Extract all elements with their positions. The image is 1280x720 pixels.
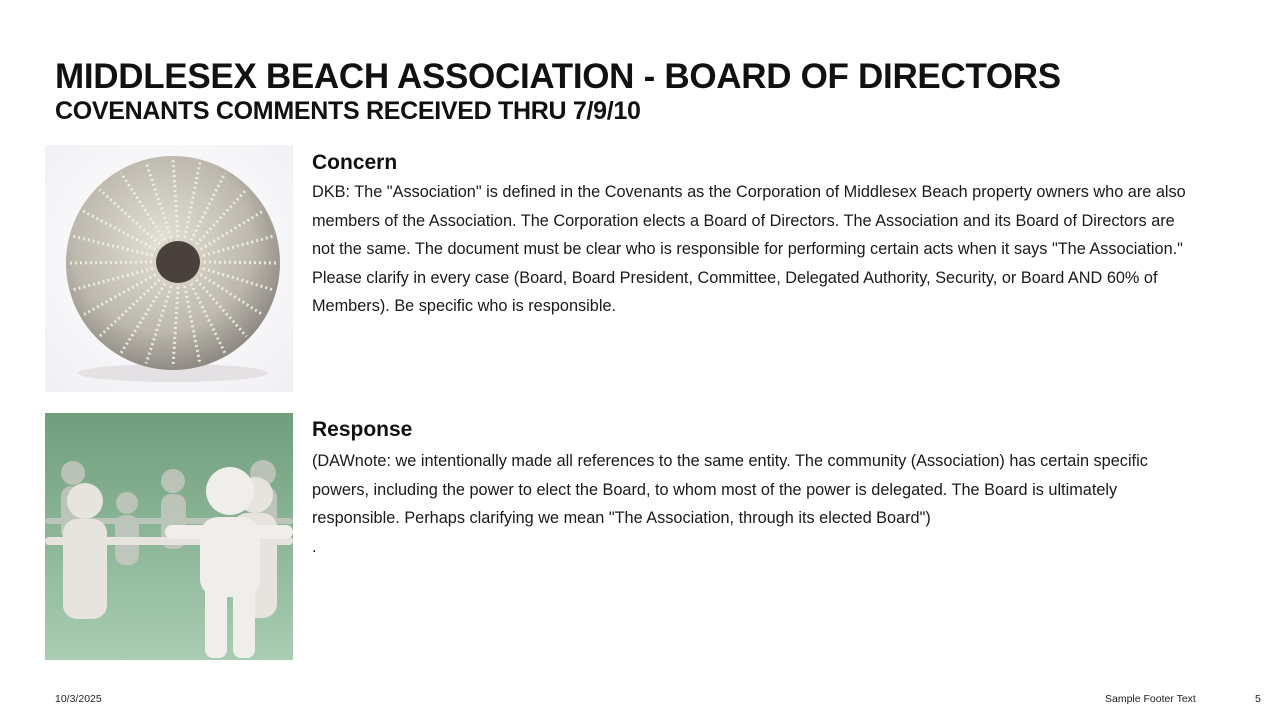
- response-tail: .: [312, 537, 317, 556]
- footer-date: 10/3/2025: [55, 693, 102, 705]
- people-figures-image: [45, 413, 293, 660]
- concern-body: DKB: The "Association" is defined in the Covenants as the Corporation of Middlesex Beach property owners who are also members of the Association. The Corporation elects a Board of Directors. The Association and its Board of Directors are not the same. The document must be clear who is responsible for performing certain acts when it says "The Association." Please clarify in every case (Board, Board President, Committee, Delegated Authority, Security, or Board AND 60% of Members). Be specific who is responsible.: [312, 183, 1186, 315]
- slide-title: MIDDLESEX BEACH ASSOCIATION - BOARD OF DIRECTORS: [55, 57, 1061, 96]
- response-body: (DAWnote: we intentionally made all references to the same entity. The community (Association) has certain specific powers, including the power to elect the Board, to whom most of the power is delegated. The Board is ultimately responsible. Perhaps clarifying we mean "The Association, through its elected Board"): [312, 452, 1148, 527]
- slide-subtitle: COVENANTS COMMENTS RECEIVED THRU 7/9/10: [55, 97, 641, 125]
- concern-heading: Concern: [312, 151, 398, 174]
- footer-text: Sample Footer Text: [1105, 693, 1196, 705]
- page-number: 5: [1255, 693, 1261, 705]
- response-heading: Response: [312, 418, 413, 441]
- response-text: [312, 447, 1192, 561]
- sea-urchin-image: [45, 145, 293, 392]
